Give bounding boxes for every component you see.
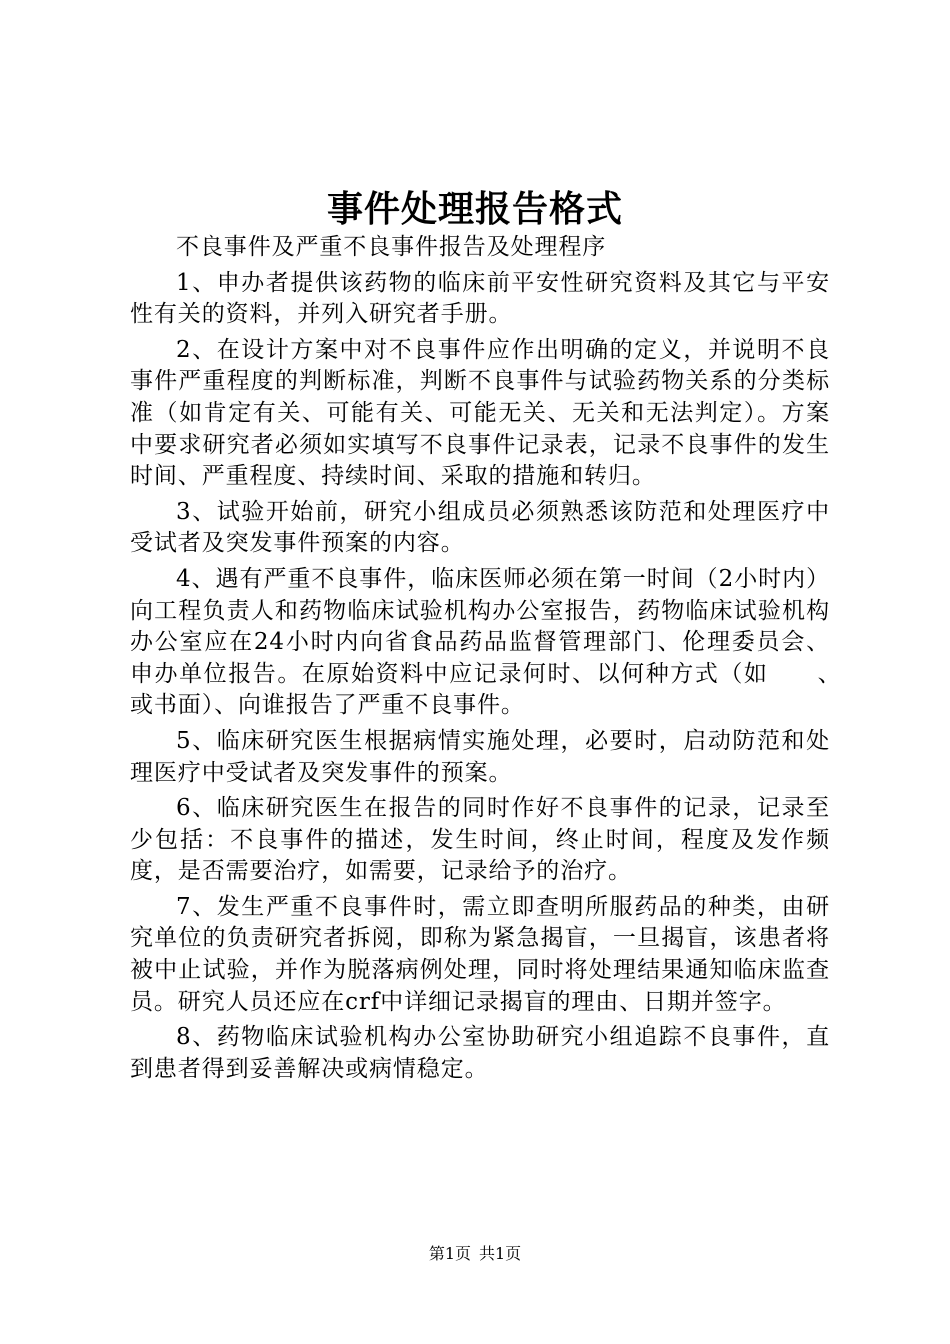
paragraph-1: 1、申办者提供该药物的临床前平安性研究资料及其它与平安性有关的资料，并列入研究者手册。 [130, 269, 830, 328]
document-subtitle: 不良事件及严重不良事件报告及处理程序 [176, 234, 607, 260]
paragraph-4: 4、遇有严重不良事件，临床医师必须在第一时间（2小时内）向工程负责人和药物临床试验机构办公室报告，药物临床试验机构办公室应在24小时内向省食品药品监督管理部门、伦理委员会、申办单位报告。在原始资料中应记录何时、以何种方式（如 、 或书面）、向谁报告了严重不良事件。 [130, 565, 878, 719]
page-total: 共1页 [479, 1244, 522, 1263]
document-body [130, 232, 878, 1089]
page-number: 第1页 [428, 1244, 471, 1263]
paragraph-8: 8、药物临床试验机构办公室协助研究小组追踪不良事件，直到患者得到妥善解决或病情稳定。 [130, 1024, 830, 1082]
paragraph-7: 7、发生严重不良事件时，需立即查明所服药品的种类，由研究单位的负责研究者拆阅，即称为紧急揭盲，一旦揭盲，该患者将被中止试验，并作为脱落病例处理，同时将处理结果通知临床监查员。研究人员还应在crf中详细记录揭盲的理由、日期并签字。 [130, 893, 830, 1015]
paragraph-6: 6、临床研究医生在报告的同时作好不良事件的记录，记录至少包括：不良事件的描述，发生时间，终止时间，程度及发作频度，是否需要治疗，如需要，记录给予的治疗。 [130, 795, 830, 885]
paragraph-2: 2、在设计方案中对不良事件应作出明确的定义，并说明不良事件严重程度的判断标准，判断不良事件与试验药物关系的分类标准（如肯定有关、可能有关、可能无关、无关和无法判定）。方案中要求研究者必须如实填写不良事件记录表，记录不良事件的发生时间、严重程度、持续时间、采取的措施和转归。 [130, 336, 830, 490]
paragraph-5: 5、临床研究医生根据病情实施处理，必要时，启动防范和处理医疗中受试者及突发事件的预案。 [130, 727, 830, 786]
paragraph-3: 3、试验开始前，研究小组成员必须熟悉该防范和处理医疗中受试者及突发事件预案的内容。 [130, 498, 830, 557]
page-footer [0, 1243, 950, 1265]
document-title: 事件处理报告格式 [326, 188, 623, 230]
